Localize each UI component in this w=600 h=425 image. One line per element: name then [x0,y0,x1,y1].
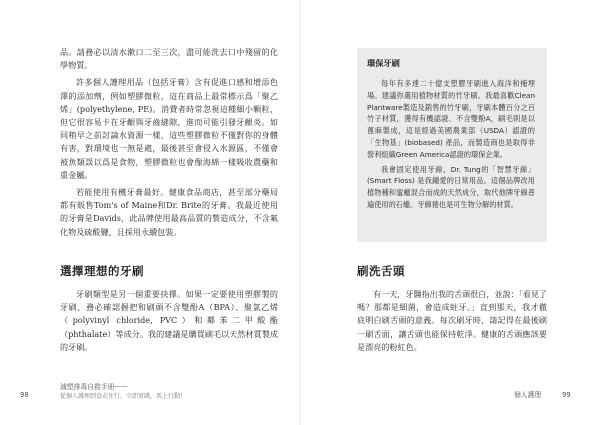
box-body [367,78,535,211]
paragraph-bamboo-toothbrush: 每年有多達二十億支塑膠牙刷進入海洋和掩埋場。建議你選用植物材質的竹牙刷。我最喜歡Clean Plantware製造及銷售的竹牙刷，牙刷本體百分之百竹子材質，獲得有機認證、不含雙酚A，刷毛則是以蓖麻製成，這是經過美國農業部（USDA）認證的「生物基」(biobased) 產品，而製造商也是取得非營利組織Green America認證的環保企業。 [367,79,535,159]
paragraph-tongue-brushing: 有一天，牙醫指出我的舌頭很白，並說：「看見了嗎？那都是細菌，會造成蛀牙。」直到那天，我才徹底明白刷舌頭的意義。每次刷牙時，請記得在最後刷一刷舌面，讓舌頭也能保持乾淨。健康的舌頭應該要是漂亮的粉紅色。 [357,289,548,352]
book-subtitle: 從個人護理到食衣住行，立即實踐，馬上行動！ [60,393,187,400]
book-title: 減塑排毒自救手冊—— [60,383,128,391]
paragraph-mouth-rinse: 品。請務必以清水漱口二至三次，盡可能洗去口中殘留的化學物質。 [60,47,278,71]
section-heading-tongue: 刷洗舌頭 [357,264,405,278]
running-head-right [514,382,541,401]
section-name: 個人護理 [514,391,542,399]
running-head-left [60,381,186,400]
right-footer [562,382,571,401]
page-number-right: 99 [562,391,571,399]
tongue-section-body [357,288,547,354]
box-title: 環保牙刷 [367,58,400,68]
paragraph-dental-floss: 我會固定使用牙線，Dr. Tung的「智慧牙線」(Smart Floss) 是我鍾愛的日常用品。這個品牌改用植物種和蜜蠟混合而成的天然成分，取代他牌牙線普遍使用的石蠟。牙線捲也是可生物分解的材質。 [367,164,535,209]
left-footer [20,382,29,401]
paragraph-organic-toothpaste: 若能使用有機牙膏最好。健康食品商店，甚至部分藥局都有販售Tom's of Maine和Dr. Brite的牙膏。我最近使用的牙膏是Davids，此品牌使用最高品質的製造成分，不含氟化物及硫酸鹽，且採用永續包裝。 [60,187,278,237]
paragraph-microplastics: 許多個人護理用品（包括牙膏）含有促進口感和增添色澤的添加劑，例如塑膠微粒，這在商品上最常標示爲「聚乙烯」(polyethylene, PE)。消費者時常忽視這種細小顆粒，但它很容易卡在牙齦與牙齒縫隙，進而可能引發牙齦炎。如同稍早之前討論水資源一樣，這些塑膠微粒不僅對你的身體有害，對環境也一無是處，最後甚至會侵入水源區，不僅會被魚類誤以爲是食物，塑膠微粒也會像海綿一樣吸收農藥和重金屬。 [60,77,278,180]
book-gutter [299,0,301,425]
left-paragraph-continued [60,46,278,239]
paragraph-toothbrush-choice: 牙刷類型是另一個重要抉擇。如果一定要使用塑膠製的牙刷，務必確認握把和刷頭不含雙酚A（BPA）、聚氯乙烯（polyvinyl chloride, PVC）和鄰苯二甲酸酯（phthalate）等成分。我的建議是購買刷毛以天然材質製成的牙刷。 [60,289,278,352]
toothbrush-section-body [60,288,278,354]
section-heading-toothbrush: 選擇理想的牙刷 [60,264,144,278]
page-number-left: 98 [20,391,29,399]
